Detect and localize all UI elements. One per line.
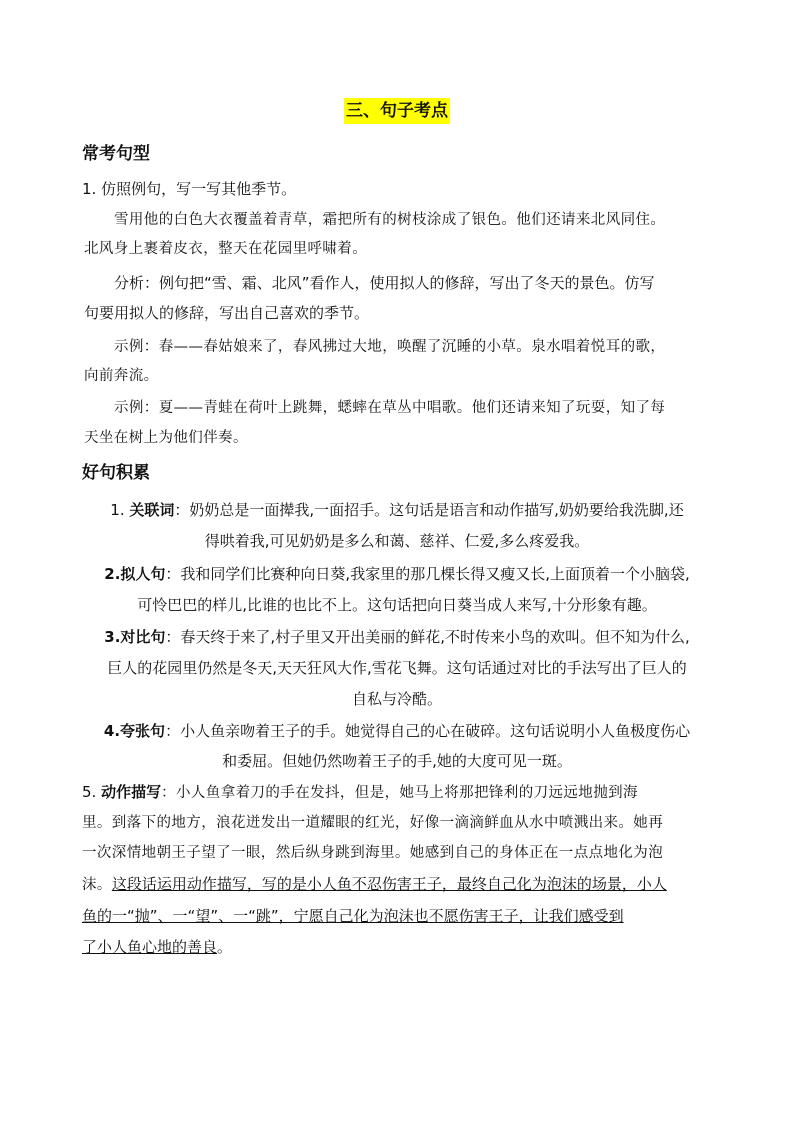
q1-sample-2-line-2: 天坐在树上为他们伴奏。 [84,430,248,446]
q1-example-line-1: 雪用他的白色大衣覆盖着青草，霜把所有的树枝涂成了银色。他们还请来北风同住。 [114,212,666,228]
q1-analysis-line-1: 分析：例句把“雪、霜、北风”看作人，使用拟人的修辞，写出了冬天的景色。仿写 [114,274,655,292]
item-2-text: ：我和同学们比赛种向日葵,我家里的那几棵长得又瘦又长,上面顶着一个小脑袋, [165,565,690,583]
item-4-label: 夸张句 [120,722,166,740]
item-5-line-3: 一次深情地朝王子望了一眼，然后纵身跳到海里。她感到自己的身体正在一点点地化为泡 [82,845,664,861]
item-1-text: ：奶奶总是一面撵我,一面招手。这句话是语言和动作描写,奶奶要给我洗脚,还 [174,501,684,519]
q1-sample-2-line-1: 示例：夏——青蛙在荷叶上跳舞，蟋蟀在草丛中唱歌。他们还请来知了玩耍，知了每 [114,400,666,416]
item-2-line-1 [0,563,794,585]
item-3-line-1 [0,626,794,648]
item-1-number: 1. [110,501,130,519]
page-title: 三、句子考点 [344,98,450,124]
q1-sample-1-line-2: 向前奔流。 [84,368,159,384]
item-1-label: 关联词 [129,501,175,519]
item-5-line-4-underlined: 这段话运用动作描写，写的是小人鱼不忍伤害王子，最终自己化为泡沫的场景，小人 [111,875,667,893]
item-5-line-6 [82,936,232,958]
q1-example-line-2: 北风身上裹着皮衣，整天在花园里呼啸着。 [84,241,368,257]
item-5-line-6-underlined: 了小人鱼心地的善良 [82,938,218,956]
item-5-line-6-end: 。 [217,938,233,956]
item-5-number: 5. [82,783,102,801]
item-5-line-4-plain: 沫。 [82,877,112,893]
item-3-label: 对比句 [120,628,166,646]
item-5-line-1 [82,781,638,804]
item-3-number: 3. [104,628,121,646]
item-4-text: ：小人鱼亲吻着王子的手。她觉得自己的心在破碎。这句话说明小人鱼极度伤心 [165,722,691,740]
item-1-line-2: 得哄着我,可见奶奶是多么和蔼、慈祥、仁爱,多么疼爱我。 [204,532,590,550]
item-2-label: 拟人句 [120,565,166,583]
item-3-line-2: 巨人的花园里仍然是冬天,天天狂风大作,雪花飞舞。这句话通过对比的手法写出了巨人的 [107,659,687,677]
section-heading-good-sentences: 好句积累 [82,463,150,483]
item-5-line-2: 里。到落下的地方，浪花迸发出一道耀眼的红光，好像一滴滴鲜血从水中喷溅出来。她再 [82,815,664,831]
item-5-line-5: 鱼的一“抛”、一“望”、一“跳”，宁愿自己化为泡沫也不愿伤害王子，让我们感受到 [82,907,624,925]
item-3-line-3: 自私与冷酷。 [351,690,442,708]
item-2-line-2: 可怜巴巴的样儿,比谁的也比不上。这句话把向日葵当成人来写,十分形象有趣。 [137,596,657,614]
q1-sample-1-line-1: 示例：春——春姑娘来了，春风拂过大地，唤醒了沉睡的小草。泉水唱着悦耳的歌， [114,339,666,355]
item-5-label: 动作描写 [101,783,162,801]
title-wrap [0,98,794,124]
q1-prompt: 1. 仿照例句，写一写其他季节。 [82,180,297,198]
q1-analysis-line-2: 句要用拟人的修辞，写出自己喜欢的季节。 [84,304,370,322]
item-2-number: 2. [104,565,121,583]
item-3-text: ：春天终于来了,村子里又开出美丽的鲜花,不时传来小鸟的欢叫。但不知为什么, [165,628,690,646]
item-1-line-1 [0,499,794,521]
item-4-line-2: 和委屈。但她仍然吻着王子的手,她的大度可见一斑。 [222,752,572,770]
item-4-line-1 [0,720,794,742]
item-4-number: 4. [103,722,121,740]
item-5-text: ：小人鱼拿着刀的手在发抖，但是，她马上将那把锋利的刀远远地抛到海 [161,785,638,801]
section-heading-common: 常考句型 [82,144,150,164]
item-5-line-4 [82,873,667,896]
